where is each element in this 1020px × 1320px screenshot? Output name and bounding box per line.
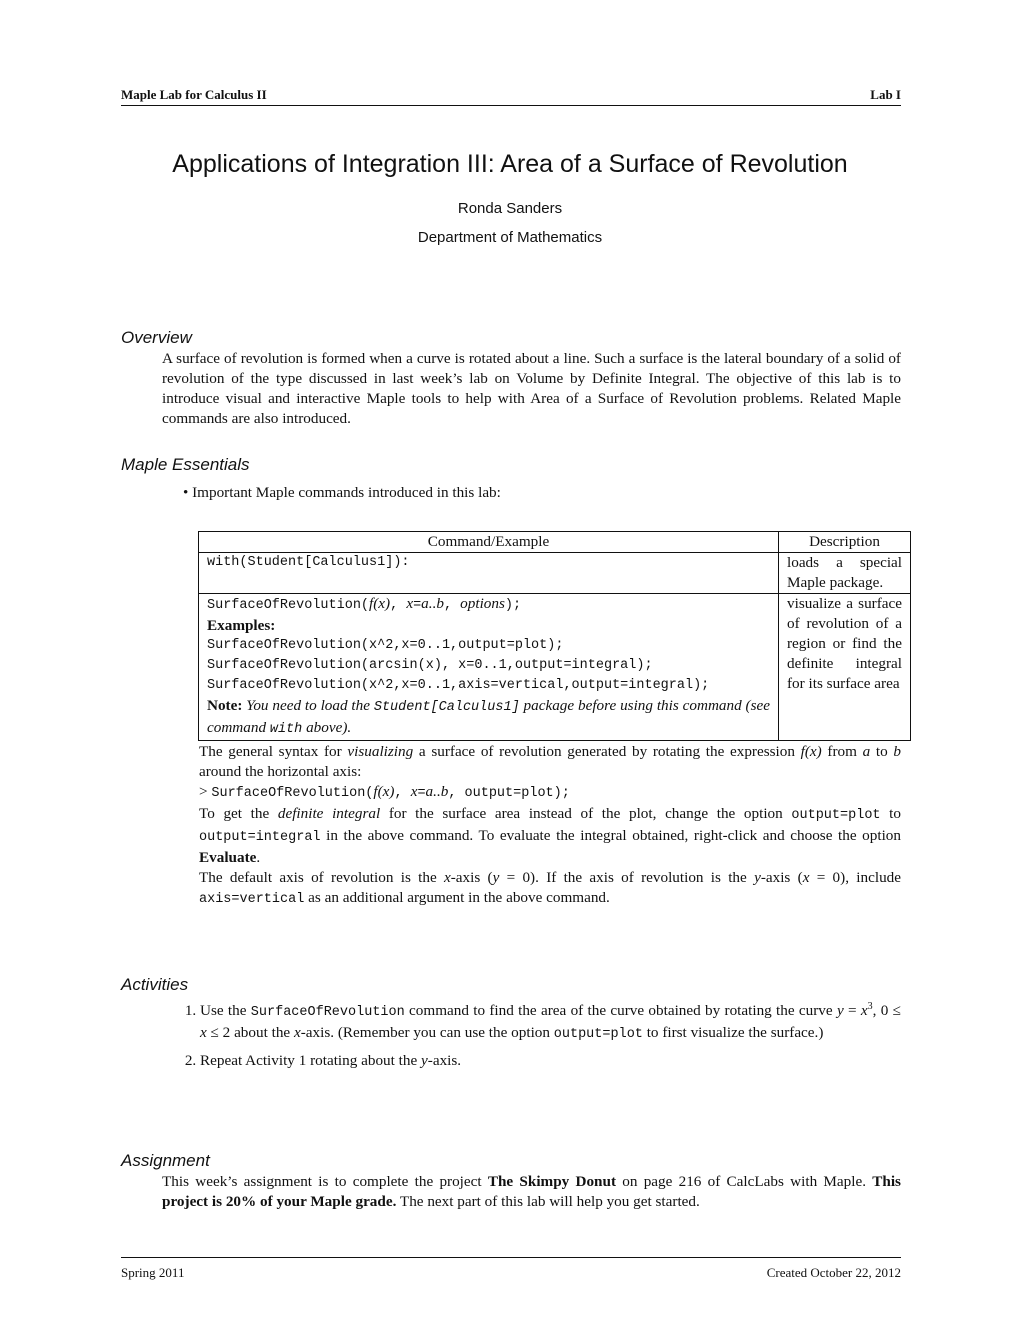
text-segment: Student[Calculus1] [373, 700, 520, 715]
footer-created-date: Created October 22, 2012 [766, 1265, 901, 1280]
text-segment: to first visualize the surface.) [642, 1024, 824, 1042]
text-segment: y [421, 1052, 428, 1070]
command-cell: with(Student[Calculus1]): [199, 553, 779, 594]
essentials-bullet: • Important Maple commands introduced in this lab: [183, 484, 501, 501]
page-title: Applications of Integration III: Area of a Surface of Revolution [172, 150, 848, 178]
syntax-line [207, 594, 770, 616]
text-segment: The Skimpy Donut [487, 1173, 616, 1190]
text-segment: You need to load the [246, 697, 374, 714]
text-segment: a [862, 743, 871, 760]
text-segment: output=plot [791, 808, 881, 823]
text-segment: = 0). If the axis of revolution is the [499, 869, 755, 886]
text-segment: x [410, 783, 418, 800]
text-segment: y [836, 1002, 844, 1020]
text-segment: definite integral [277, 805, 381, 822]
text-segment: from [821, 743, 863, 760]
text-segment: x [406, 595, 414, 612]
text-segment: The next part of this lab will help you get started. [396, 1193, 700, 1210]
text-segment: SurfaceOfRevolution( [207, 598, 370, 613]
text-segment: f(x) [800, 743, 822, 760]
text-segment: = [417, 786, 426, 801]
description-cell: visualize a surface of revolution of a region or find the definite integral for its surface area [779, 594, 911, 741]
text-segment: a..b [421, 595, 444, 612]
text-segment: SurfaceOfRevolution [250, 1005, 405, 1021]
text-segment: x [802, 869, 810, 886]
command-prompt-line [199, 782, 901, 804]
text-segment: visualizing [347, 743, 414, 760]
footer [121, 1265, 901, 1281]
col-header-description: Description [779, 532, 911, 553]
text-segment: y [492, 869, 500, 886]
text-segment: -axis ( [450, 869, 493, 886]
text-segment: to [880, 805, 901, 822]
text-segment: , [394, 786, 411, 801]
author: Ronda Sanders [457, 200, 563, 217]
paragraph [199, 804, 901, 868]
text-segment: above). [302, 719, 352, 736]
text-segment: f(x) [369, 595, 391, 612]
example-line: SurfaceOfRevolution(x^2,x=0..1,output=plot); [207, 638, 564, 653]
essentials-heading: Maple Essentials [121, 455, 250, 474]
text-segment: axis=vertical [199, 892, 305, 907]
running-header [121, 87, 901, 103]
header-rule [121, 105, 901, 106]
department: Department of Mathematics [417, 229, 603, 246]
text-segment: This project is 20% of your Maple grade. [162, 1173, 901, 1210]
assignment-heading: Assignment [121, 1151, 210, 1170]
text-segment: = [413, 598, 422, 613]
assignment-text [162, 1172, 901, 1212]
text-segment: with [269, 722, 303, 737]
text-segment: The default axis of revolution is the [199, 869, 444, 886]
text-segment: -axis. [427, 1052, 462, 1070]
text-segment: Repeat Activity 1 rotating about the [200, 1052, 422, 1070]
activity-item [200, 1051, 901, 1071]
text-segment: f(x) [373, 783, 395, 800]
examples-label: Examples: [207, 617, 276, 634]
text-segment: , [443, 598, 461, 613]
text-segment: x [200, 1024, 207, 1042]
text-segment: for the surface area instead of the plot, change the option [380, 805, 792, 822]
text-segment: as an additional argument in the above command. [304, 889, 610, 906]
footer-term: Spring 2011 [121, 1265, 185, 1280]
text-segment: ); [504, 598, 522, 613]
header-lab: Lab I [870, 87, 901, 102]
header-course: Maple Lab for Calculus II [121, 87, 267, 102]
text-segment: This week’s assignment is to complete the project [162, 1173, 488, 1190]
text-segment: b [893, 743, 901, 760]
text-segment: = 0), include [809, 869, 901, 886]
col-header-command: Command/Example [199, 532, 779, 553]
paragraph [199, 868, 901, 910]
text-segment: command to find the area of the curve obtained by rotating the curve [404, 1002, 837, 1020]
text-segment: on page 216 of CalcLabs with Maple. [616, 1173, 873, 1190]
text-segment: x [860, 1002, 868, 1020]
activity-item [200, 997, 901, 1045]
text-segment: package before using this command (see command [207, 697, 770, 736]
commands-table [198, 531, 911, 741]
text-segment: The general syntax for [199, 743, 348, 760]
text-segment: in the above command. To evaluate the integral obtained, right-click and choose the option [320, 827, 901, 844]
note-text [207, 696, 770, 740]
text-segment: options [460, 595, 505, 612]
text-segment: ≤ 2 about the [206, 1024, 294, 1042]
example-line: SurfaceOfRevolution(arcsin(x), x=0..1,output=integral); [207, 658, 653, 673]
footer-rule [121, 1257, 901, 1258]
text-segment: -axis ( [760, 869, 803, 886]
text-segment: , [390, 598, 407, 613]
text-segment: = [843, 1002, 861, 1020]
paragraph [199, 742, 901, 782]
text-segment: -axis. (Remember you can use the option [300, 1024, 554, 1042]
command-cell [199, 594, 779, 741]
text-segment: 3 [867, 1001, 873, 1012]
activities-heading: Activities [121, 975, 189, 994]
text-segment: output=plot [553, 1027, 643, 1043]
text-segment: y [754, 869, 761, 886]
activities-list [162, 997, 901, 1071]
text-segment: to [870, 743, 894, 760]
text-segment: , output=plot); [448, 786, 570, 801]
text-segment: . [256, 849, 261, 866]
table-row [199, 553, 911, 594]
bullet-text: Important Maple commands introduced in this lab: [192, 484, 501, 501]
text-segment: , 0 ≤ [872, 1002, 901, 1020]
text-segment: output=integral [199, 830, 321, 845]
text-segment: around the horizontal axis: [199, 763, 362, 780]
text-segment: To get the [199, 805, 278, 822]
syntax-explanation [199, 742, 901, 910]
overview-text: A surface of revolution is formed when a curve is rotated about a line. Such a surface is the lateral boundary of a solid of revolution of the type discussed in last week’s lab on Volume by Definite Integral. The objective of this lab is to introduce visual and interactive Maple tools to help with Area of a Surface of Revolution problems. Related Maple commands are also introduced. [162, 350, 901, 427]
text-segment: x [443, 869, 451, 886]
text-segment: a surface of revolution generated by rotating the expression [413, 743, 801, 760]
text-segment: Note: [207, 697, 247, 714]
overview-heading: Overview [121, 328, 192, 347]
example-line: SurfaceOfRevolution(x^2,x=0..1,axis=vertical,output=integral); [207, 678, 710, 693]
text-segment: x [293, 1024, 301, 1042]
text-segment: a..b [425, 783, 449, 800]
text-segment: Use the [200, 1002, 251, 1020]
table-row [199, 594, 911, 741]
description-cell: loads a special Maple package. [779, 553, 911, 594]
text-segment: Evaluate [199, 849, 257, 866]
text-segment: > [199, 783, 212, 800]
text-segment: SurfaceOfRevolution( [211, 786, 374, 801]
